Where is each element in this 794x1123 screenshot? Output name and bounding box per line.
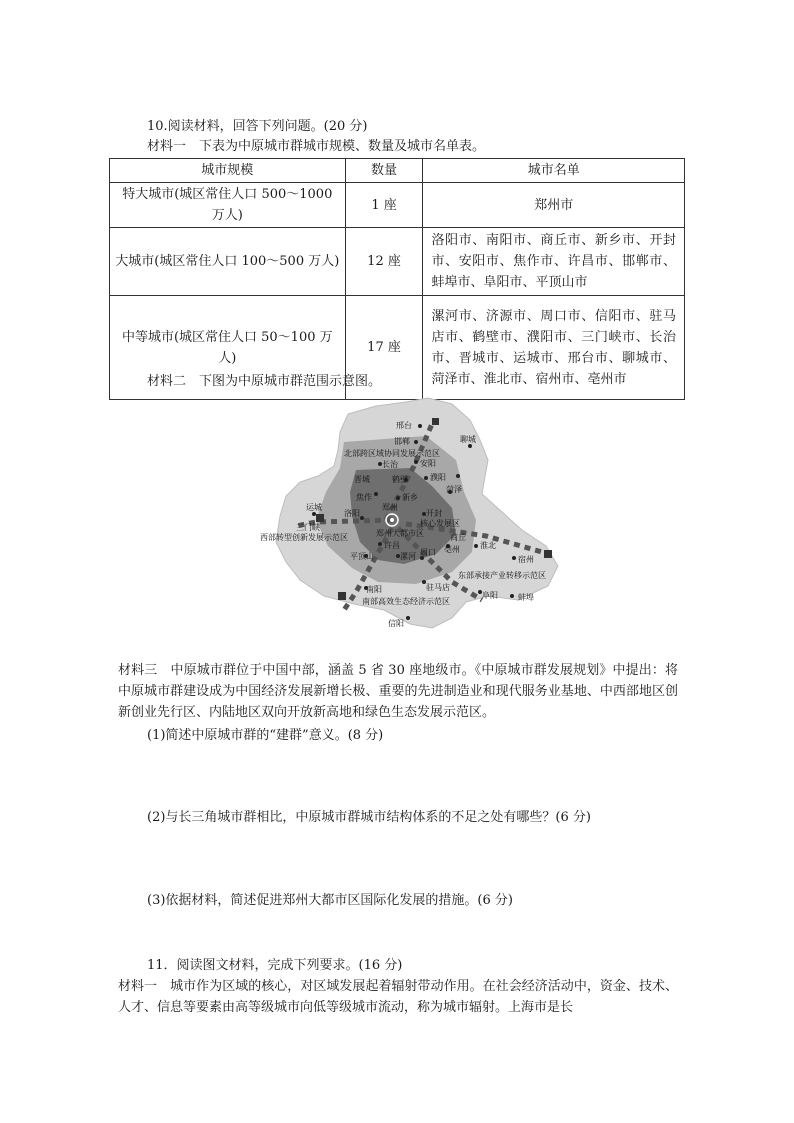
cell-names: 洛阳市、南阳市、商丘市、新乡市、开封市、安阳市、焦作市、许昌市、邯郸市、蚌埠市、阜阳市、平顶山市 — [423, 228, 685, 296]
cell-scale: 中等城市(城区常住人口 50～100 万人) — [110, 296, 346, 400]
map-label-changzhi: 长治 — [382, 460, 398, 469]
cell-scale: 大城市(城区常住人口 100～500 万人) — [110, 228, 346, 296]
material2-title: 材料二 下图为中原城市群范围示意图。 — [147, 374, 382, 389]
map-label-suzhou: 宿州 — [518, 555, 534, 564]
map-label-east-zone: 东部承接产业转移示范区 — [458, 571, 546, 580]
map-label-north-zone: 北部跨区域协同发展示范区 — [344, 449, 440, 458]
sub-question-3: (3)依据材料，简述促进郑州大都市区国际化发展的措施。(6 分) — [147, 893, 513, 908]
map-label-core-zone: 核心发展区 — [420, 519, 460, 528]
sub-question-2: (2)与长三角城市群相比，中原城市群城市结构体系的不足之处有哪些？(6 分) — [147, 810, 591, 825]
map-label-yuncheng: 运城 — [306, 503, 322, 512]
map-label-handan: 邯郸 — [394, 437, 410, 446]
map-label-jiaozuo: 焦作 — [356, 493, 372, 502]
table-row — [110, 183, 685, 228]
cell-count: 17 座 — [345, 296, 423, 400]
map-label-huaibei: 淮北 — [480, 541, 496, 550]
map-label-zhoukou: 周口 — [420, 548, 436, 557]
map-label-xinyang: 信阳 — [388, 619, 404, 628]
material1-title: 材料一 下表为中原城市群城市规模、数量及城市名单表。 — [147, 139, 486, 154]
table-row — [110, 228, 685, 296]
city-table — [109, 158, 685, 400]
table-header-row — [110, 159, 685, 183]
map-label-fuyang: 阜阳 — [482, 591, 498, 600]
col-header-names: 城市名单 — [423, 159, 685, 183]
material3-paragraph: 材料三 中原城市群位于中国中部，涵盖 5 省 30 座地级市。《中原城市群发展规划》中提出：将中原城市群建设成为中国经济发展新增长极、重要的先进制造业和现代服务业基地、中西部地区创新创业先行区、内陆地区双向开放新高地和绿色生态发展示范区。 — [118, 663, 678, 720]
map-label-luohe: 漯河 — [400, 552, 416, 561]
map-label-kaifeng: 开封 — [426, 509, 442, 518]
map-label-shangqiu: 商丘 — [450, 533, 466, 542]
map-label-xuchang: 许昌 — [384, 541, 400, 550]
map-label-nanyang: 南阳 — [366, 585, 382, 594]
cell-names: 郑州市 — [423, 183, 685, 228]
q11-heading: 11．阅读图文材料，完成下列要求。(16 分) — [147, 958, 403, 973]
map-label-zz-metro: 郑州大都市区 — [376, 529, 424, 538]
map-label-anyang: 安阳 — [420, 459, 436, 468]
map-label-sanmenxia: 三门峡 — [296, 523, 320, 532]
map-label-west-zone: 西部转型创新发展示范区 — [260, 533, 348, 542]
map-label-bengbu: 蚌埠 — [518, 593, 534, 602]
map-label-bozhou: 亳州 — [444, 545, 460, 554]
cell-names: 漯河市、济源市、周口市、信阳市、驻马店市、鹤壁市、濮阳市、三门峡市、长治市、晋城市、运城市、邢台市、聊城市、菏泽市、淮北市、宿州市、亳州市 — [423, 296, 685, 400]
map-label-pingdingshan: 平顶山 — [350, 552, 374, 561]
map-label-zhengzhou: 郑州 — [382, 503, 398, 512]
q10-heading: 10.阅读材料，回答下列问题。(20 分) — [147, 119, 368, 134]
sub-question-1: (1)简述中原城市群的“建群”意义。(8 分) — [147, 728, 384, 743]
col-header-count: 数量 — [345, 159, 423, 183]
map-label-luoyang: 洛阳 — [344, 509, 360, 518]
zhongyuan-city-cluster-map — [256, 396, 562, 632]
map-label-south-zone: 南部高效生态经济示范区 — [362, 597, 450, 606]
map-label-heze: 菏泽 — [446, 485, 462, 494]
cell-count: 1 座 — [345, 183, 423, 228]
map-label-liaocheng: 聊城 — [460, 435, 476, 444]
map-label-jincheng: 晋城 — [354, 475, 370, 484]
q11-material1-paragraph: 材料一 城市作为区域的核心，对区域发展起着辐射带动作用。在社会经济活动中，资金、技术、人才、信息等要素由高等级城市向低等级城市流动，称为城市辐射。上海市是长 — [118, 979, 678, 1015]
cell-scale: 特大城市(城区常住人口 500～1000 万人) — [110, 183, 346, 228]
col-header-scale: 城市规模 — [110, 159, 346, 183]
map-label-puyang: 濮阳 — [430, 473, 446, 482]
cell-count: 12 座 — [345, 228, 423, 296]
map-label-xinxiang: 新乡 — [402, 493, 418, 502]
map-label-hebi: 鹤壁 — [392, 475, 408, 484]
map-label-xingtai: 邢台 — [396, 421, 412, 430]
map-label-zhumadian: 驻马店 — [426, 583, 450, 592]
